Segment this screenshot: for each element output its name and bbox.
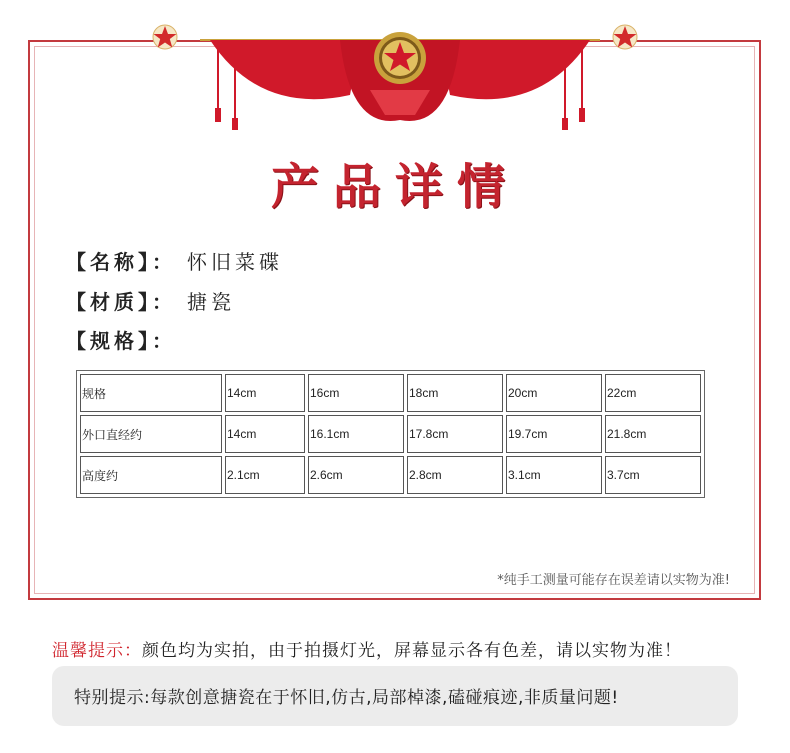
table-cell: 18cm xyxy=(407,374,503,412)
warm-tip-text: 颜色均为实拍，由于拍摄灯光，屏幕显示各有色差，请以实物为准！ xyxy=(142,641,682,661)
info-label: 【名称】： xyxy=(66,250,176,274)
special-notice: 特别提示:每款创意搪瓷在于怀旧,仿古,局部棹漆,磕碰痕迹,非质量问题! xyxy=(52,666,738,726)
table-row xyxy=(80,374,701,412)
info-label: 【规格】： xyxy=(66,329,176,353)
measurement-note: *纯手工测量可能存在误差请以实物为准! xyxy=(497,573,730,588)
table-cell: 22cm xyxy=(605,374,701,412)
info-value: 怀旧菜碟 xyxy=(186,250,283,274)
info-row-material xyxy=(66,286,235,315)
table-cell: 2.6cm xyxy=(308,456,404,494)
table-cell: 高度约 xyxy=(80,456,222,494)
spec-table xyxy=(76,370,705,498)
table-cell: 2.1cm xyxy=(225,456,305,494)
warm-tip xyxy=(52,636,682,661)
info-value: 搪瓷 xyxy=(186,290,235,314)
table-cell: 14cm xyxy=(225,374,305,412)
warm-tip-label: 温馨提示： xyxy=(52,641,142,661)
info-label: 【材质】： xyxy=(66,290,176,314)
table-cell: 19.7cm xyxy=(506,415,602,453)
table-cell: 16cm xyxy=(308,374,404,412)
red-star-icon xyxy=(612,24,638,50)
table-cell: 3.1cm xyxy=(506,456,602,494)
table-cell: 21.8cm xyxy=(605,415,701,453)
table-cell: 外口直经约 xyxy=(80,415,222,453)
table-cell: 17.8cm xyxy=(407,415,503,453)
table-cell: 规格 xyxy=(80,374,222,412)
gold-star-medallion-icon xyxy=(374,32,426,84)
table-cell: 14cm xyxy=(225,415,305,453)
table-cell: 20cm xyxy=(506,374,602,412)
info-row-spec xyxy=(66,325,176,354)
table-cell: 2.8cm xyxy=(407,456,503,494)
page-title: 产品详情 xyxy=(270,159,519,215)
red-star-icon xyxy=(152,24,178,50)
red-drape-banner xyxy=(200,20,600,130)
table-row xyxy=(80,456,701,494)
info-row-name xyxy=(66,246,283,275)
table-row xyxy=(80,415,701,453)
table-cell: 3.7cm xyxy=(605,456,701,494)
table-cell: 16.1cm xyxy=(308,415,404,453)
